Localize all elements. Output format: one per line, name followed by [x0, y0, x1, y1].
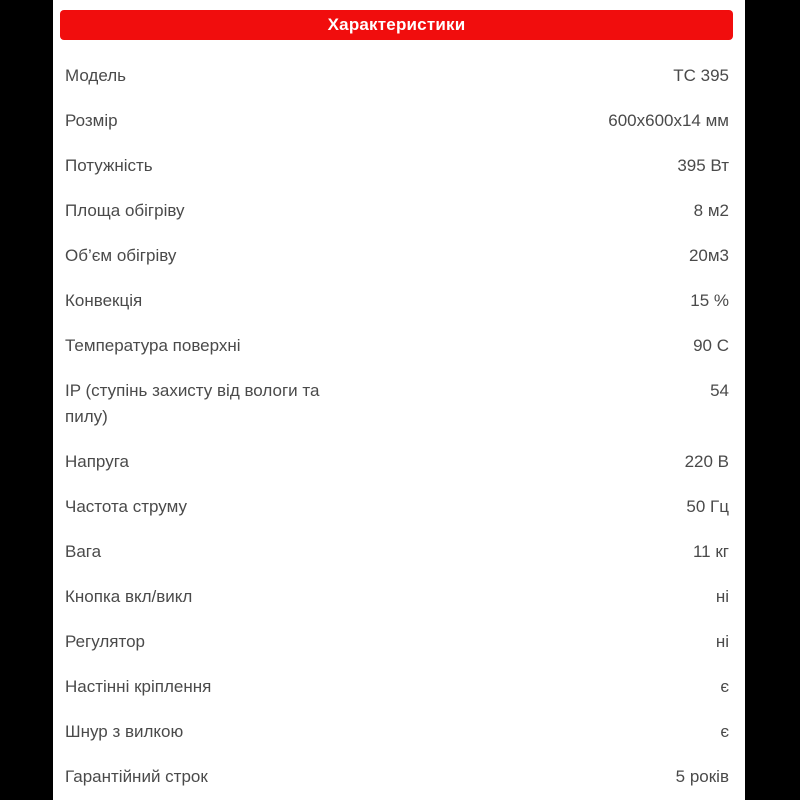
spec-value: 90 С: [693, 335, 729, 355]
spec-row: [53, 439, 745, 484]
spec-row: [53, 484, 745, 529]
spec-row: [53, 278, 745, 323]
spec-row: [53, 709, 745, 754]
specs-table: [53, 40, 745, 799]
spec-row: [53, 574, 745, 619]
spec-row: [53, 619, 745, 664]
spec-value: 15 %: [690, 290, 729, 310]
spec-value: 8 м2: [693, 200, 729, 220]
spec-value: 395 Вт: [677, 155, 729, 175]
spec-value: ні: [715, 586, 729, 606]
spec-value: 11 кг: [692, 541, 729, 561]
spec-label: Напруга: [65, 451, 129, 471]
spec-row: [53, 53, 745, 98]
specs-card: [53, 0, 745, 800]
spec-row: [53, 98, 745, 143]
spec-row: [53, 368, 745, 439]
spec-label: Площа обігріву: [65, 200, 185, 220]
spec-label: Шнур з вилкою: [65, 721, 184, 741]
spec-value: 50 Гц: [686, 496, 729, 516]
spec-row: [53, 323, 745, 368]
spec-label: Конвекція: [65, 290, 143, 310]
spec-label: Настінні кріплення: [65, 676, 212, 696]
spec-label: Об’єм обігріву: [65, 245, 177, 265]
spec-label: IP (ступінь захисту від вологи та пилу): [65, 380, 320, 426]
specs-header-bar: [60, 10, 733, 40]
specs-header-title: Характеристики: [327, 15, 466, 34]
spec-row: [53, 188, 745, 233]
spec-label: Регулятор: [65, 631, 146, 651]
spec-value: ТС 395: [673, 65, 729, 85]
spec-row: [53, 664, 745, 709]
spec-label: Вага: [65, 541, 102, 561]
spec-label: Розмір: [65, 110, 118, 130]
spec-label: Температура поверхні: [65, 335, 241, 355]
spec-label: Частота струму: [65, 496, 187, 516]
spec-value: 5 років: [675, 766, 729, 786]
spec-label: Кнопка вкл/викл: [65, 586, 193, 606]
spec-value: є: [720, 676, 729, 696]
spec-label: Потужність: [65, 155, 153, 175]
spec-value: 600х600х14 мм: [608, 110, 729, 130]
spec-row: [53, 143, 745, 188]
spec-row: [53, 529, 745, 574]
spec-row: [53, 233, 745, 278]
spec-label: Модель: [65, 65, 127, 85]
spec-value: 220 В: [684, 451, 729, 471]
spec-label: Гарантійний строк: [65, 766, 208, 786]
spec-value: є: [720, 721, 729, 741]
spec-value: ні: [715, 631, 729, 651]
spec-value: 54: [710, 380, 729, 400]
spec-value: 20м3: [688, 245, 729, 265]
spec-row: [53, 754, 745, 799]
